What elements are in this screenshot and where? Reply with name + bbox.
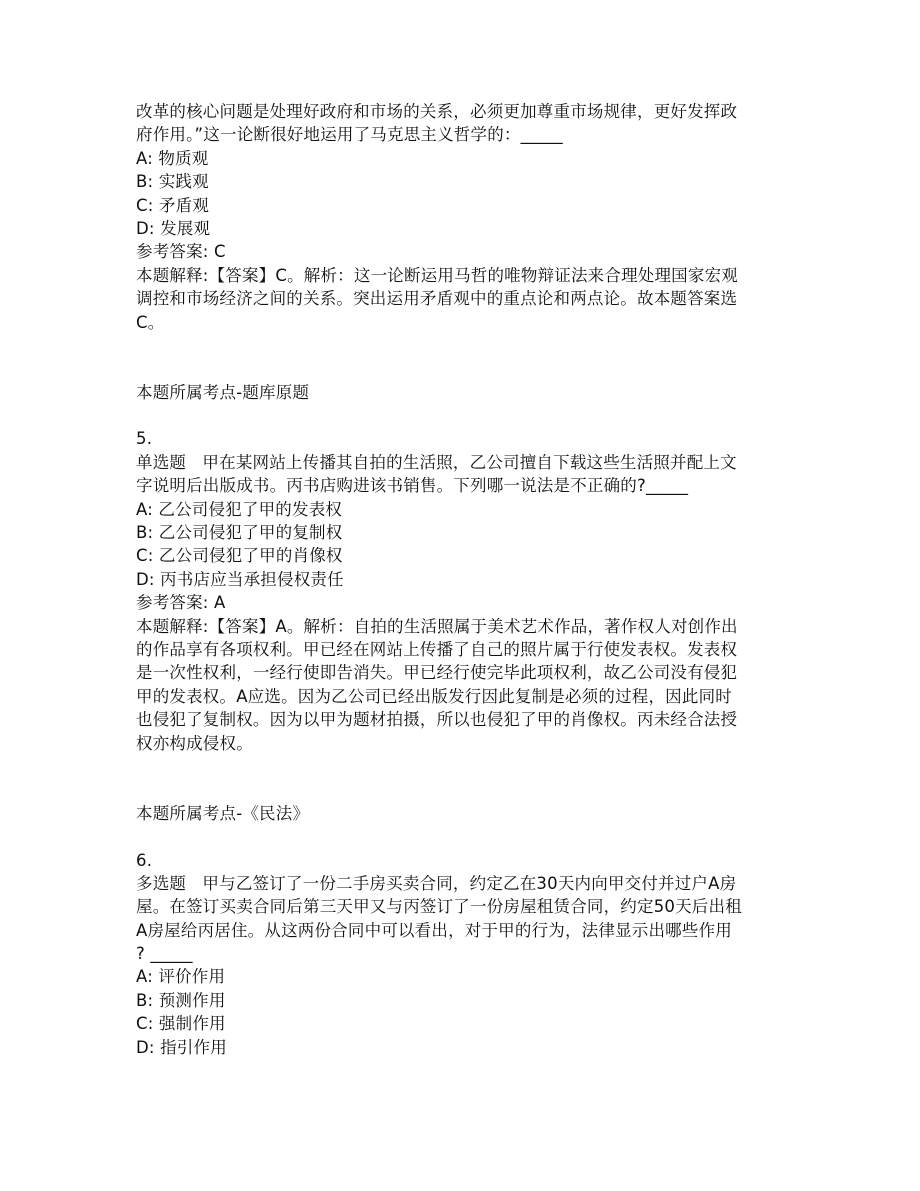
q5-explain-line-3: 是一次性权利，一经行使即告消失。甲已经行使完毕此项权利，故乙公司没有侵犯 [136,663,738,683]
q6-stem-line-3: A房屋给丙居住。从这两份合同中可以看出，对于甲的行为，法律显示出哪些作用 [136,920,732,940]
spacer [136,334,788,381]
q5-explain-line-6: 权亦构成侵权。 [136,733,253,753]
q5-explain-line-1: 本题解释:【答案】A。解析：自拍的生活照属于美术艺术作品，著作权人对创作出 [136,616,738,636]
q4-option-a: A: 物质观 [136,148,209,168]
q6-number: 6. [136,850,153,870]
q5-stem-line-1: 单选题 甲在某网站上传播其自拍的生活照，乙公司擅自下载这些生活照并配上文 [136,452,737,472]
q6-stem-line-4: ? _____ [136,944,193,964]
spacer [136,755,788,802]
q5-stem-line-2: 字说明后出版成书。丙书店购进该书销售。下列哪一说法是不正确的?_____ [136,476,689,496]
q5-option-b: B: 乙公司侵犯了甲的复制权 [136,523,343,543]
q5-option-c: C: 乙公司侵犯了甲的肖像权 [136,546,343,566]
q6-stem-line-1: 多选题 甲与乙签订了一份二手房买卖合同，约定乙在30天内向甲交付并过户A房 [136,873,737,893]
q4-option-d: D: 发展观 [136,218,211,238]
spacer [136,825,788,848]
q5-option-d: D: 丙书店应当承担侵权责任 [136,569,344,589]
q6-option-d: D: 指引作用 [136,1037,227,1057]
q5-explain-line-2: 的作品享有各项权利。甲已经在网站上传播了自己的照片属于行使发表权。发表权 [136,640,738,659]
q4-option-c: C: 矛盾观 [136,195,210,215]
q4-topic: 本题所属考点-题库原题 [136,382,310,402]
q5-topic: 本题所属考点-《民法》 [136,803,310,823]
q6-option-a: A: 评价作用 [136,967,226,987]
q4-stem-line-2: 府作用。”这一论断很好地运用了马克思主义哲学的：_____ [136,125,563,145]
q5-explain-line-4: 甲的发表权。A应选。因为乙公司已经出版发行因此复制是必须的过程，因此同时 [136,686,732,706]
q5-number: 5. [136,429,153,449]
q4-explain-line-1: 本题解释:【答案】C。解析：这一论断运用马哲的唯物辩证法来合理处理国家宏观 [136,265,738,285]
q4-answer: 参考答案: C [136,242,226,262]
q6-stem-line-2: 屋。在签订买卖合同后第三天甲又与丙签订了一份房屋租赁合同，约定50天后出租 [136,897,742,917]
q4-stem-line-1: 改革的核心问题是处理好政府和市场的关系，必须更加尊重市场规律，更好发挥政 [136,102,738,121]
q5-option-a: A: 乙公司侵犯了甲的发表权 [136,499,343,519]
q6-option-b: B: 预测作用 [136,990,226,1010]
document-page [136,100,788,1059]
q4-explain-line-3: C。 [136,312,165,332]
q6-option-c: C: 强制作用 [136,1014,226,1034]
q4-explain-line-2: 调控和市场经济之间的关系。突出运用矛盾观中的重点论和两点论。故本题答案选 [136,289,738,309]
q4-option-b: B: 实践观 [136,172,209,192]
q5-answer: 参考答案: A [136,593,226,613]
q5-explain-line-5: 也侵犯了复制权。因为以甲为题材拍摄，所以也侵犯了甲的肖像权。丙未经合法授 [136,710,738,730]
spacer [136,404,788,427]
